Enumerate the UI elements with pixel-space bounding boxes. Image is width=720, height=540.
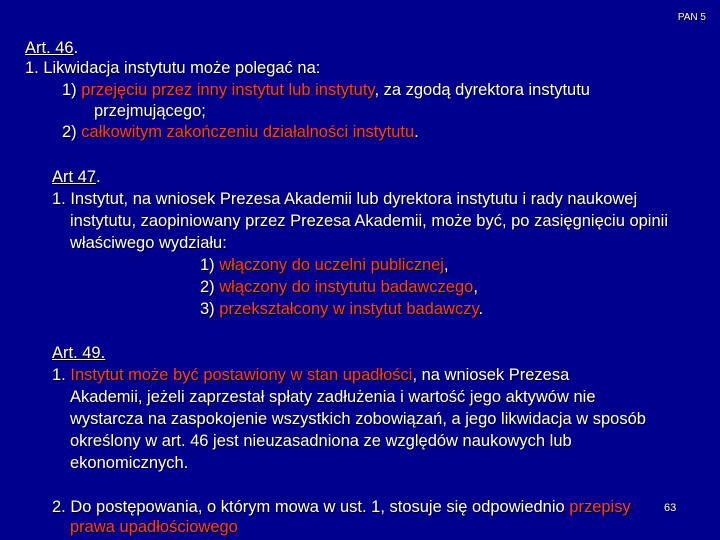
art49-paragraph-1-rest: , na wniosek Prezesa: [412, 366, 570, 384]
art46-paragraph-1: 1. Likwidacja instytutu może polegać na:: [25, 59, 321, 77]
art47-item-2-num: 2): [200, 278, 220, 296]
art46-item-2-num: 2): [62, 123, 82, 141]
art47-paragraph-1-line-3: właściwego wydziału:: [70, 234, 227, 252]
art47-item-3-num: 3): [200, 300, 220, 318]
art46-item-2-highlight: całkowitym zakończeniu działalności instytutu: [81, 123, 415, 141]
art49-paragraph-2-highlight-2: prawa upadłościowego: [70, 518, 238, 536]
art46-item-1-rest: , za zgodą dyrektora instytutu: [374, 81, 590, 99]
art47-item-1-end: ,: [443, 256, 449, 274]
art46-item-1: [62, 80, 590, 100]
art49-paragraph-1-line-3: wystarcza na zaspokojenie wszystkich zobowiązań, a jego likwidacja w sposób: [70, 410, 646, 428]
art49-paragraph-2-highlight-1: przepisy: [569, 498, 631, 516]
art46-item-1-continuation: przejmującego;: [94, 102, 206, 120]
art46-item-1-num: 1): [62, 81, 82, 99]
art47-item-2-end: ,: [473, 278, 478, 296]
art49-paragraph-1-line-5: ekonomicznych.: [70, 454, 189, 472]
art49-paragraph-1-highlight: Instytut może być postawiony w stan upadłości: [70, 366, 413, 384]
art49-paragraph-2: [52, 497, 631, 517]
page-number: 63: [664, 502, 677, 514]
art46-title: Art. 46: [25, 39, 74, 57]
art47-item-2-highlight: włączony do instytutu badawczego: [219, 278, 474, 296]
art47-item-1: [200, 255, 449, 275]
art47-item-3: [200, 299, 483, 319]
art46-title-dot: .: [73, 39, 79, 57]
art46-item-2: [62, 122, 419, 142]
art47-item-3-end: .: [478, 300, 484, 318]
art46-item-2-dot: .: [414, 123, 419, 141]
art49-paragraph-2-text: 2. Do postępowania, o którym mowa w ust. 1, stosuje się odpowiednio: [52, 498, 570, 516]
art47-item-1-num: 1): [200, 256, 220, 274]
art49-paragraph-1-line-4: określony w art. 46 jest nieuzasadniona ze względów naukowych lub: [70, 432, 572, 450]
art47-title-dot: .: [96, 168, 101, 186]
art47-item-1-highlight: włączony do uczelni publicznej: [219, 256, 444, 274]
art47-item-2: [200, 277, 478, 297]
art47-item-3-highlight: przekształcony w instytut badawczy: [219, 300, 479, 318]
art46-item-1-highlight: przejęciu przez inny instytut lub instytuty: [81, 81, 375, 99]
art47-heading: [52, 167, 101, 187]
art47-title: Art 47: [52, 168, 97, 186]
art49-paragraph-1-line-2: Akademii, jeżeli zaprzestał spłaty zadłużenia i wartość jego aktywów nie: [70, 388, 596, 406]
art47-paragraph-1: 1. Instytut, na wniosek Prezesa Akademii lub dyrektora instytutu i rady naukowej: [52, 190, 638, 208]
art49-paragraph-1: [52, 365, 569, 385]
art46-heading: [25, 38, 78, 58]
slide-header-label: PAN 5: [677, 12, 706, 23]
art49-title: Art. 49.: [52, 344, 106, 362]
art49-paragraph-1-num: 1.: [52, 366, 71, 384]
art47-paragraph-1-line-2: instytutu, zaopiniowany przez Prezesa Akademii, może być, po zasięgnięciu opinii: [70, 212, 668, 230]
